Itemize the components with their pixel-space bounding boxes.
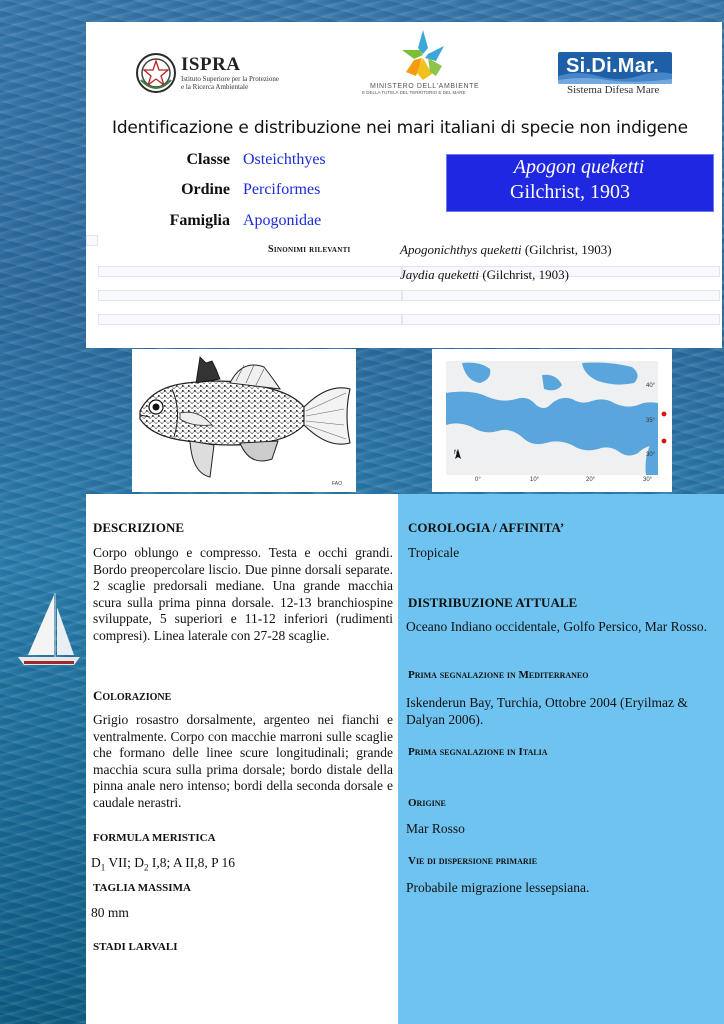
- descrizione-text: Corpo oblungo e compresso. Testa e occhi grandi. Bordo preopercolare liscio. Due pinne dorsali separate. 2 scaglie predorsali mediane. Una grande macchia scura sulla prima pinna dorsale. 12-13 branchiospine sviluppate, 5 superiori e 11-12 inferiori (rudimenti compresi). Linea laterale con 27-28 scaglie.: [93, 545, 393, 643]
- species-author: Gilchrist, 1903: [510, 181, 630, 203]
- ispra-emblem-icon: [135, 50, 177, 96]
- ispra-subtitle-line2: e la Ricerca Ambientale: [181, 83, 249, 91]
- classe-label: Classe: [186, 151, 230, 168]
- ministero-text: MINISTERO DELL'AMBIENTE: [370, 83, 480, 90]
- vie-dispersione-heading: Vie di dispersione primarie: [408, 855, 538, 867]
- fish-drawing-icon: [132, 349, 356, 492]
- map-lat-label: 35°: [646, 418, 656, 424]
- page-title: Identificazione e distribuzione nei mari italiani di specie non indigene: [112, 118, 688, 138]
- colorazione-heading: COLORAZIONE: [93, 688, 172, 703]
- synonyms-label: Sinonimi rilevanti: [268, 244, 351, 255]
- fish-illustration: [132, 349, 356, 492]
- famiglia-label: Famiglia: [169, 212, 230, 229]
- right-info-panel: [398, 494, 724, 1024]
- sidimar-logo-text: Si.Di.Mar.: [566, 55, 660, 77]
- classe-value: Osteichthyes: [243, 151, 326, 168]
- prima-segnalazione-italia-heading: Prima segnalazione in Italia: [408, 746, 548, 758]
- mediterranean-map-icon: [432, 349, 672, 492]
- sidimar-subtitle: Sistema Difesa Mare: [567, 84, 660, 96]
- map-lon-label: 30°: [643, 477, 653, 483]
- taglia-massima-text: 80 mm: [91, 905, 129, 920]
- map-lat-label: 30°: [646, 452, 656, 458]
- ordine-label: Ordine: [181, 181, 230, 198]
- synonym-item: Apogonichthys queketti (Gilchrist, 1903): [400, 242, 612, 257]
- formula-meristica-text: $D_1$ VII; $D_2$ I,8; A II,8, P 16: [91, 855, 236, 873]
- fish-credit: FAO: [332, 481, 343, 487]
- corologia-heading: COROLOGIA / AFFINITA’: [408, 520, 565, 535]
- prima-segnalazione-mediterraneo-text: Iskenderun Bay, Turchia, Ottobre 2004 (Eryilmaz & Dalyan 2006).: [406, 695, 688, 727]
- ministero-subtext: E DELLA TUTELA DEL TERRITORIO E DEL MARE: [362, 90, 466, 95]
- distribution-map: [432, 349, 672, 492]
- distribuzione-text: Oceano Indiano occidentale, Golfo Persico, Mar Rosso.: [406, 619, 708, 634]
- corologia-text: Tropicale: [408, 545, 460, 560]
- map-lon-label: 20°: [586, 477, 596, 483]
- formula-meristica-heading: FORMULA MERISTICA: [93, 832, 216, 844]
- synonym-item: Jaydia queketti (Gilchrist, 1903): [400, 267, 569, 282]
- famiglia-value: Apogonidae: [243, 212, 322, 229]
- taglia-massima-heading: TAGLIA MASSIMA: [93, 882, 191, 894]
- sailboat-image: [10, 585, 90, 675]
- map-lat-label: 40°: [646, 383, 656, 389]
- ministero-logo-icon: [392, 28, 454, 82]
- ispra-title: ISPRA: [181, 54, 241, 75]
- origine-heading: Origine: [408, 797, 446, 809]
- species-name: Apogon queketti: [513, 156, 645, 178]
- origine-text: Mar Rosso: [406, 821, 465, 836]
- ordine-value: Perciformes: [243, 181, 321, 198]
- map-north-label: N: [454, 450, 459, 456]
- map-lon-label: 0°: [475, 477, 481, 483]
- descrizione-heading: DESCRIZIONE: [93, 520, 185, 535]
- vie-dispersione-text: Probabile migrazione lessepsiana.: [406, 880, 590, 895]
- colorazione-text: Grigio rosastro dorsalmente, argenteo nei fianchi e ventralmente. Corpo con macchie marroni sulle scaglie che formano delle linee scure longitudinali; grande macchia scura sulla prima dorsale; bordo distale della pinna anale nero intenso; bordi della seconda dorsale e caudale nerastri.: [93, 712, 393, 810]
- stadi-larvali-heading: STADI LARVALI: [93, 941, 178, 953]
- ispra-subtitle-line1: Istituto Superiore per la Protezione: [181, 75, 279, 83]
- prima-segnalazione-mediterraneo-heading: Prima segnalazione in Mediterraneo: [408, 669, 589, 681]
- map-lon-label: 10°: [530, 477, 540, 483]
- distribuzione-heading: DISTRIBUZIONE ATTUALE: [408, 595, 578, 610]
